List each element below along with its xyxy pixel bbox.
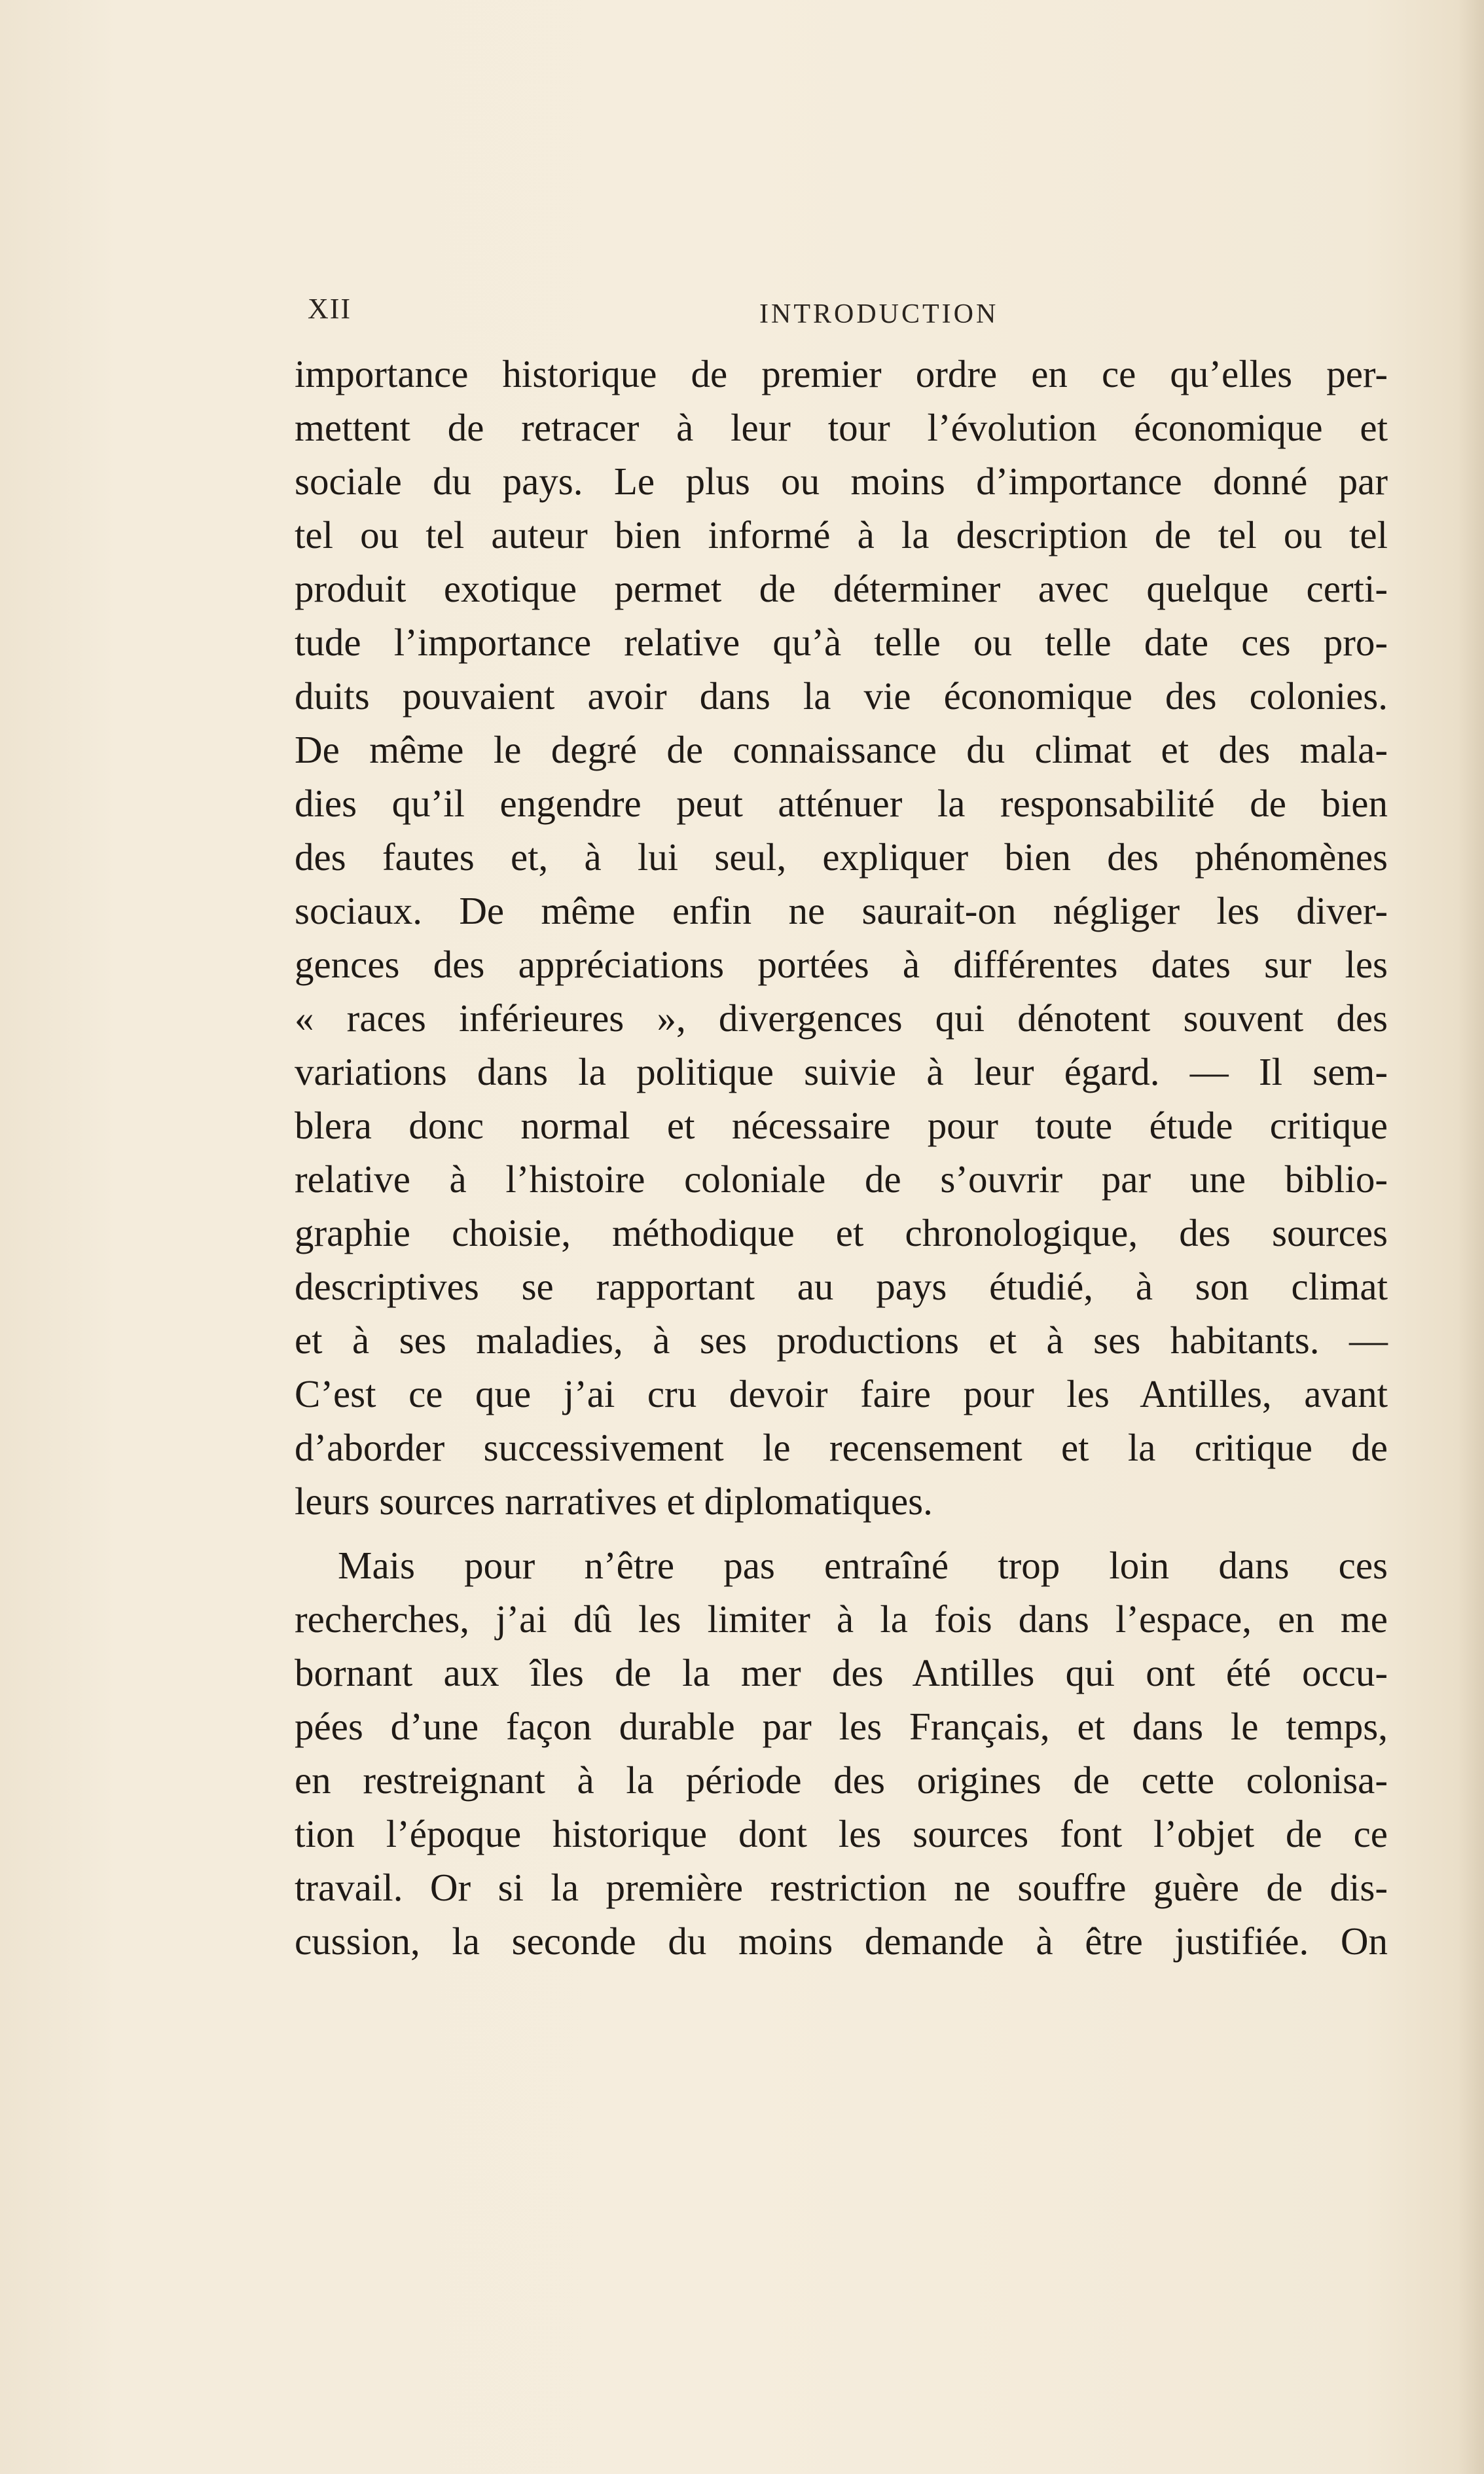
- text-line: relative à l’histoire coloniale de s’ouvrir par une biblio-: [295, 1157, 1388, 1201]
- text-line: pées d’une façon durable par les Français, et dans le temps,: [295, 1705, 1388, 1748]
- text-line: leurs sources narratives et diplomatiques.: [295, 1480, 933, 1523]
- text-line: produit exotique permet de déterminer avec quelque certi-: [295, 567, 1388, 610]
- text-line: dies qu’il engendre peut atténuer la responsabilité de bien: [295, 782, 1388, 825]
- text-line: gences des appréciations portées à différentes dates sur les: [295, 943, 1388, 986]
- running-title: INTRODUCTION: [759, 299, 999, 329]
- text-line: tion l’époque historique dont les sources font l’objet de ce: [295, 1812, 1388, 1855]
- text-line: sociale du pays. Le plus ou moins d’importance donné par: [295, 460, 1388, 503]
- text-line: travail. Or si la première restriction ne souffre guère de dis-: [295, 1866, 1388, 1909]
- text-line: C’est ce que j’ai cru devoir faire pour les Antilles, avant: [295, 1372, 1388, 1415]
- body-text: [295, 347, 1388, 1968]
- text-line: des fautes et, à lui seul, expliquer bien des phénomènes: [295, 835, 1388, 879]
- text-line: tel ou tel auteur bien informé à la description de tel ou tel: [295, 513, 1388, 556]
- text-line: d’aborder successivement le recensement et la critique de: [295, 1426, 1388, 1469]
- text-line: et à ses maladies, à ses productions et à ses habitants. —: [295, 1319, 1388, 1362]
- text-line: descriptives se rapportant au pays étudié, à son climat: [295, 1265, 1388, 1308]
- text-line: duits pouvaient avoir dans la vie économique des colonies.: [295, 674, 1388, 718]
- paragraph-1: [295, 347, 1388, 1528]
- text-line: en restreignant à la période des origines de cette colonisa-: [295, 1758, 1388, 1802]
- text-line: graphie choisie, méthodique et chronologique, des sources: [295, 1211, 1388, 1254]
- text-line: bornant aux îles de la mer des Antilles qui ont été occu-: [295, 1651, 1388, 1694]
- page-edge-shadow: [1458, 0, 1484, 2474]
- paragraph-gap: [295, 1528, 1388, 1538]
- text-line: De même le degré de connaissance du climat et des mala-: [295, 728, 1388, 771]
- page-number: XII: [308, 293, 352, 325]
- text-line: importance historique de premier ordre en ce qu’elles per-: [295, 352, 1388, 395]
- text-line: Mais pour n’être pas entraîné trop loin dans ces: [338, 1544, 1388, 1587]
- text-line: recherches, j’ai dû les limiter à la fois dans l’espace, en me: [295, 1597, 1388, 1641]
- text-line: blera donc normal et nécessaire pour toute étude critique: [295, 1104, 1388, 1147]
- text-line: « races inférieures », divergences qui dénotent souvent des: [295, 996, 1388, 1040]
- text-line: sociaux. De même enfin ne saurait-on négliger les diver-: [295, 889, 1388, 932]
- text-line: mettent de retracer à leur tour l’évolution économique et: [295, 406, 1388, 449]
- paragraph-2: [295, 1538, 1388, 1968]
- text-line: variations dans la politique suivie à leur égard. — Il sem-: [295, 1050, 1388, 1093]
- text-line: cussion, la seconde du moins demande à être justifiée. On: [295, 1919, 1388, 1963]
- text-line: tude l’importance relative qu’à telle ou telle date ces pro-: [295, 621, 1388, 664]
